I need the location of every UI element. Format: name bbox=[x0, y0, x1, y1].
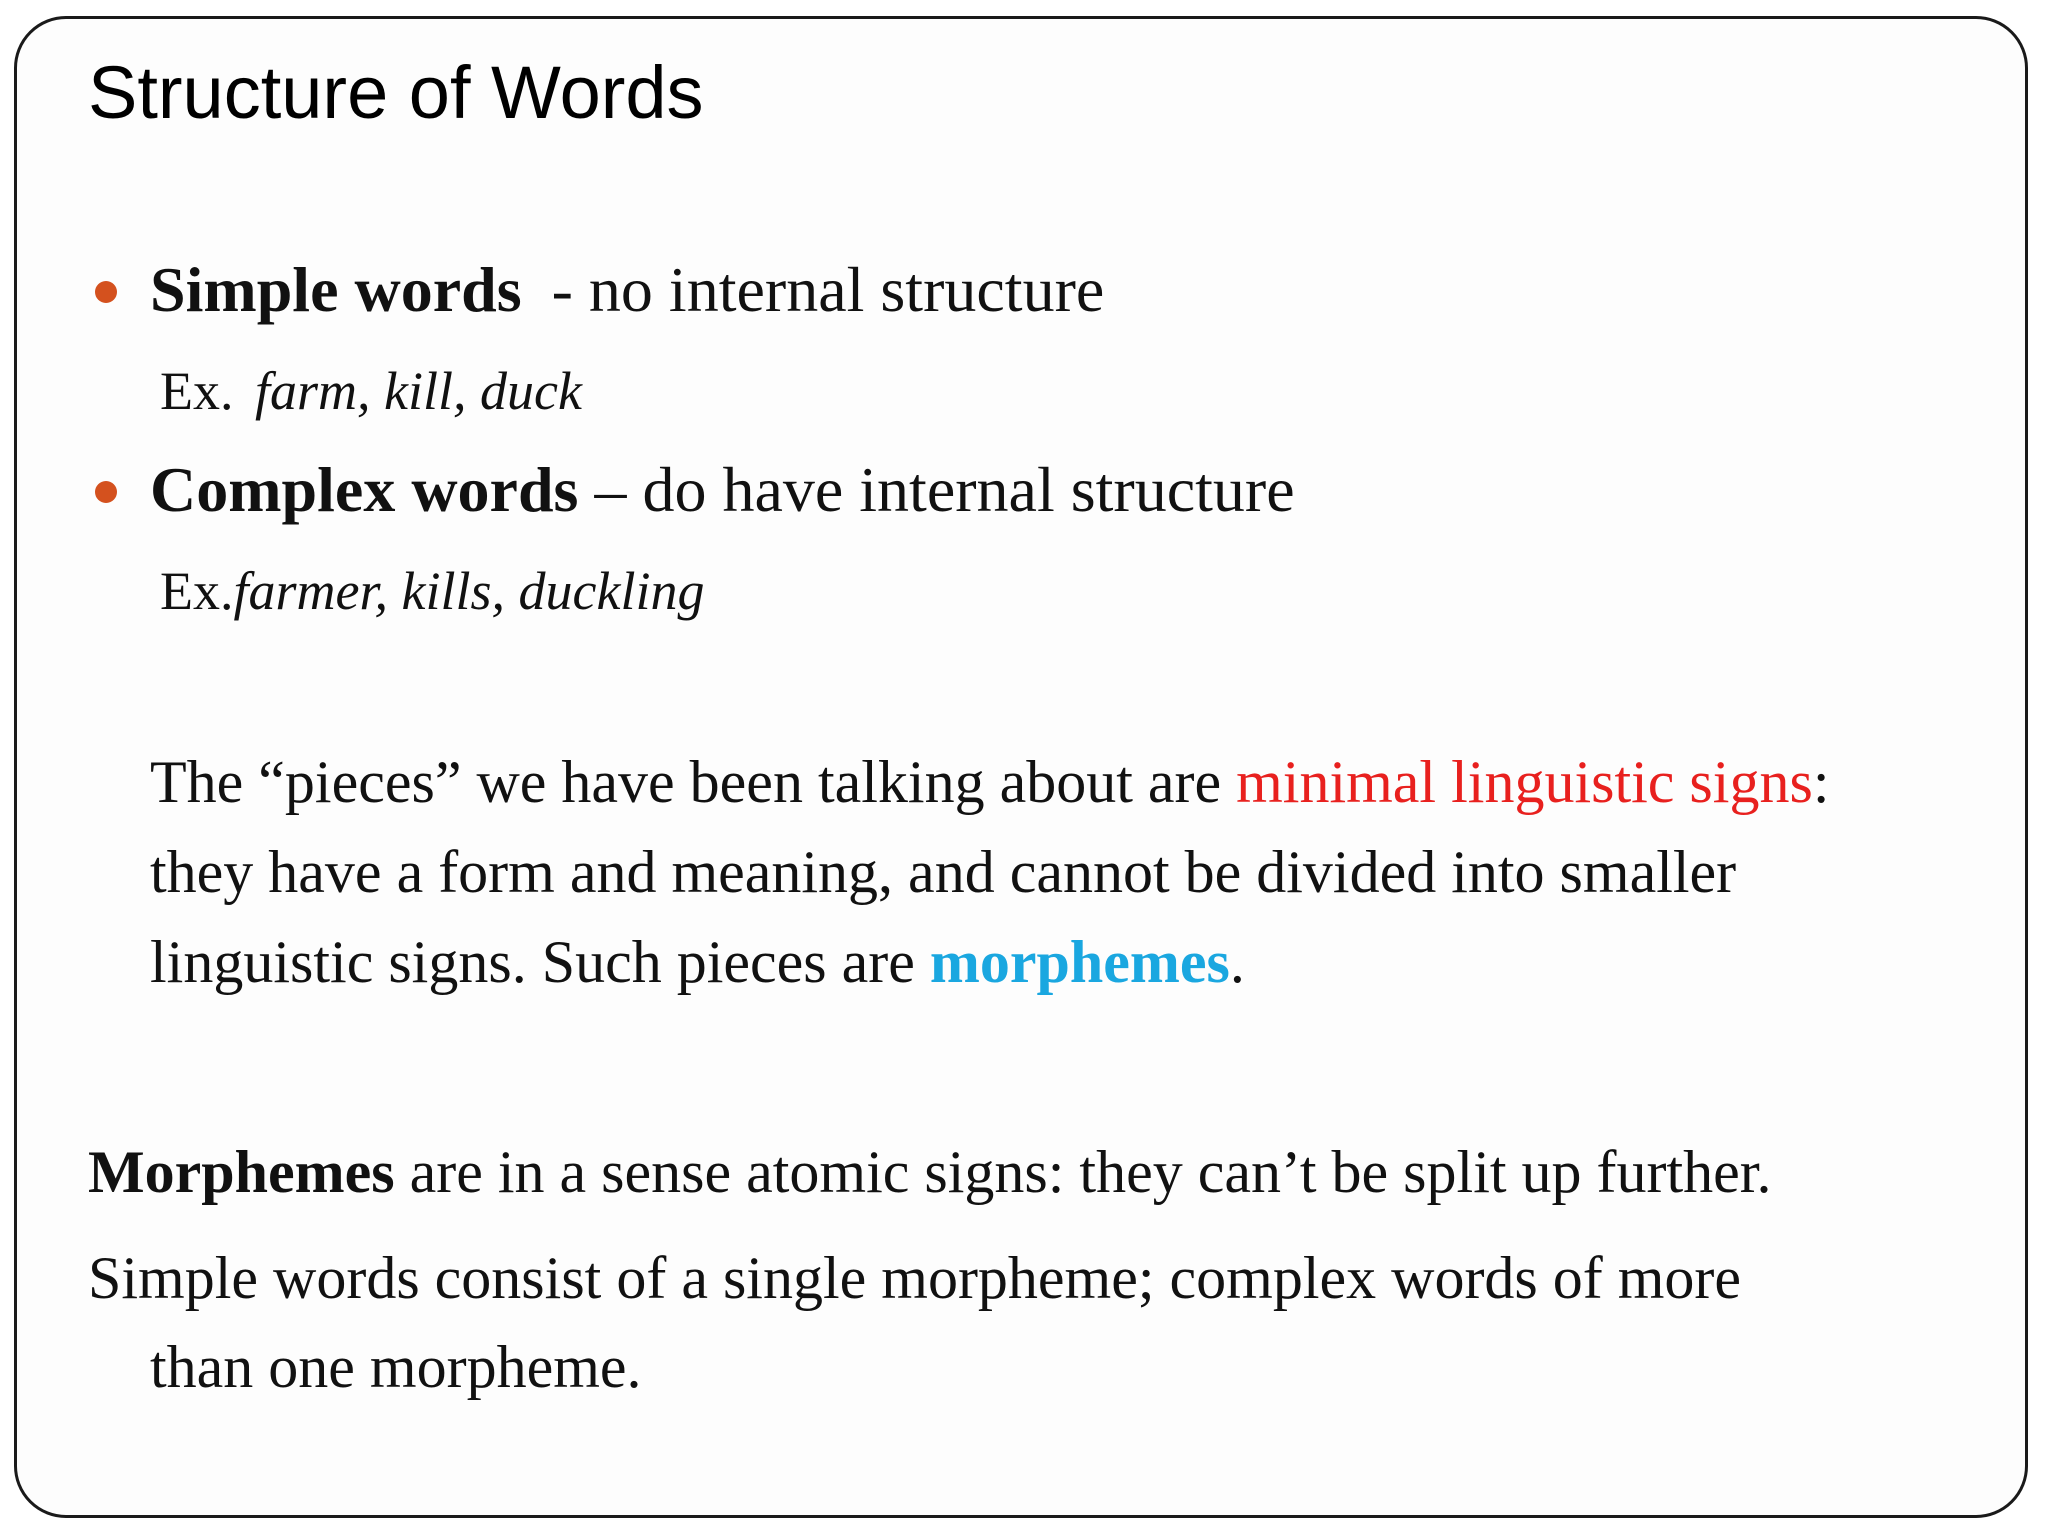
paragraph-line-2: they have a form and meaning, and cannot be divided into smaller bbox=[150, 839, 1737, 905]
morphemes-term: morphemes bbox=[929, 929, 1230, 995]
footer-text: are in a sense atomic signs: they can’t be split up further. bbox=[394, 1139, 1772, 1205]
bullet-dot-icon bbox=[95, 281, 117, 303]
paragraph-line-3 bbox=[150, 928, 1245, 997]
desc-complex-words: – do have internal structure bbox=[578, 454, 1295, 525]
example-label: Ex. bbox=[160, 561, 234, 621]
example-words: farmer, kills, duckling bbox=[233, 561, 705, 621]
footer-line-3: than one morpheme. bbox=[150, 1334, 642, 1400]
example-words: farm, kill, duck bbox=[255, 361, 582, 421]
example-complex-words bbox=[160, 560, 704, 622]
paragraph-text: . bbox=[1229, 929, 1245, 995]
bullet-dot-icon bbox=[95, 481, 117, 503]
slide-title: Structure of Words bbox=[88, 51, 704, 134]
morphemes-bold: Morphemes bbox=[88, 1139, 395, 1205]
paragraph-text: : bbox=[1812, 749, 1830, 815]
footer-line-2: Simple words consist of a single morpheme; complex words of more bbox=[88, 1245, 1742, 1311]
paragraph-text: linguistic signs. Such pieces are bbox=[150, 929, 930, 995]
minimal-linguistic-signs-term: minimal linguistic signs bbox=[1236, 749, 1813, 815]
paragraph-text: The “pieces” we have been talking about are bbox=[150, 749, 1237, 815]
footer-line-1 bbox=[88, 1138, 1771, 1207]
bullet-complex-words bbox=[150, 453, 1295, 527]
example-label: Ex. bbox=[160, 361, 247, 421]
bullet-simple-words bbox=[150, 253, 1104, 327]
desc-simple-words: - no internal structure bbox=[535, 254, 1105, 325]
term-complex-words: Complex words bbox=[150, 454, 579, 525]
example-simple-words bbox=[160, 360, 582, 422]
term-simple-words: Simple words bbox=[150, 254, 522, 325]
paragraph-line-1 bbox=[150, 748, 1829, 817]
